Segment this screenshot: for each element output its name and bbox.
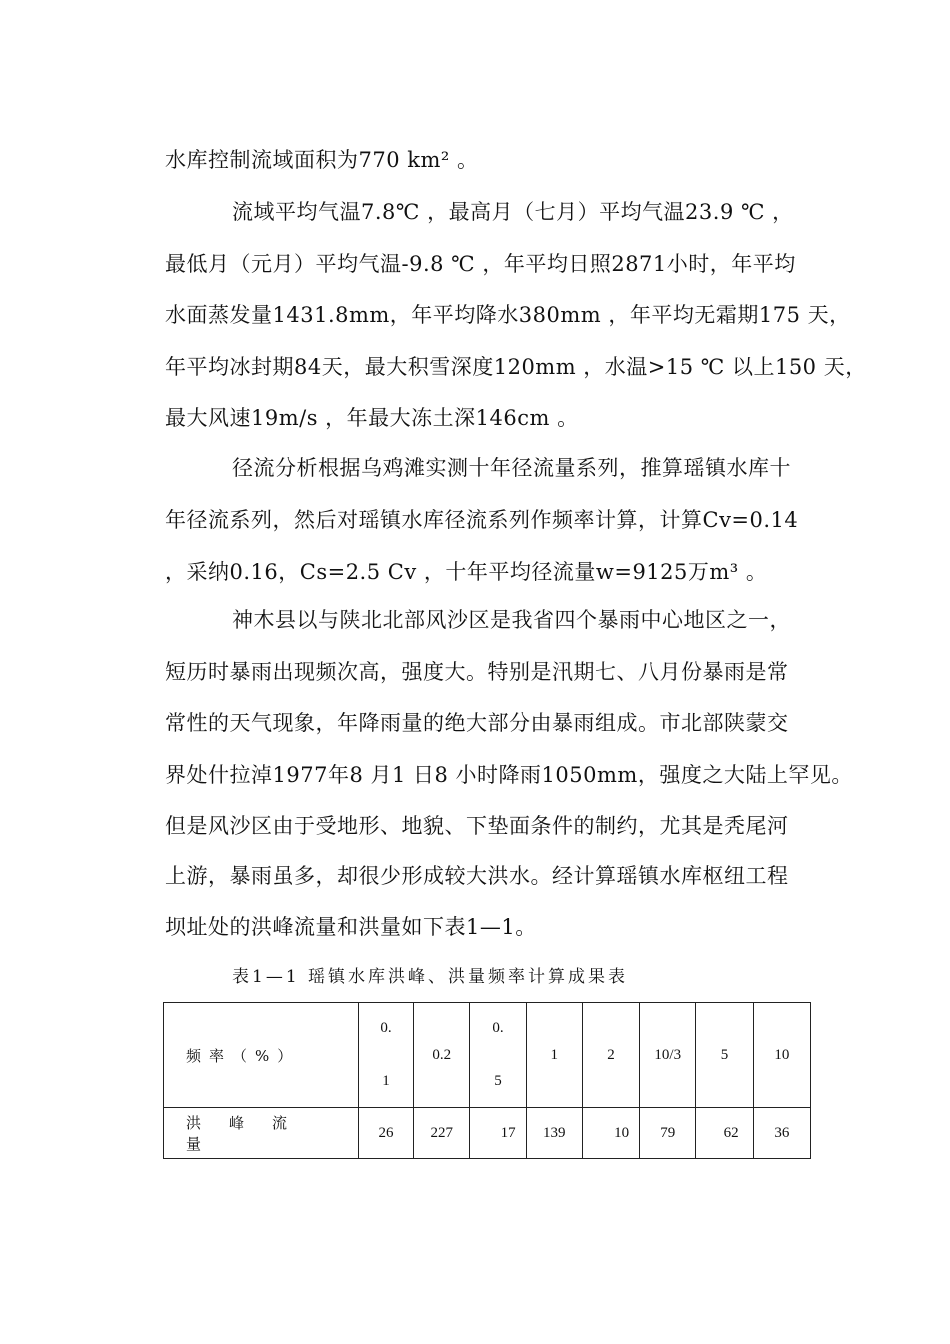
frequency-cell: 5 xyxy=(696,1003,753,1108)
frequency-cell: 2 xyxy=(582,1003,639,1108)
table-header-row xyxy=(164,1003,811,1108)
text-line: 短历时暴雨出现频次高，强度大。特别是汛期七、八月份暴雨是常 xyxy=(165,660,789,684)
table-cell: 227 xyxy=(414,1108,470,1159)
text-line: 年平均冰封期84天，最大积雪深度120mm ，水温>15 ℃ 以上150 天， xyxy=(165,355,867,379)
text-line: 水面蒸发量1431.8mm，年平均降水380mm ，年平均无霜期175 天， xyxy=(165,303,851,327)
table-cell: 79 xyxy=(640,1108,696,1159)
text-line: 坝址处的洪峰流量和洪量如下表1—1。 xyxy=(165,915,537,939)
frequency-cell: 0. 1 xyxy=(358,1003,413,1108)
frequency-cell: 10/3 xyxy=(640,1003,696,1108)
table-caption: 表1—1 瑶镇水库洪峰、洪量频率计算成果表 xyxy=(232,967,629,987)
text-line: 常性的天气现象，年降雨量的绝大部分由暴雨组成。市北部陕蒙交 xyxy=(165,711,789,735)
row-label: 洪峰流量 xyxy=(164,1108,359,1159)
text-line: 上游，暴雨虽多，却很少形成较大洪水。经计算瑶镇水库枢纽工程 xyxy=(165,864,789,888)
table-row xyxy=(164,1108,811,1159)
text-line: 神木县以与陕北北部风沙区是我省四个暴雨中心地区之一， xyxy=(232,608,791,632)
text-line: 水库控制流域面积为770 km² 。 xyxy=(165,148,479,172)
table-cell: 26 xyxy=(358,1108,413,1159)
text-line: 但是风沙区由于受地形、地貌、下垫面条件的制约，尤其是秃尾河 xyxy=(165,814,789,838)
text-line: 最大风速19m/s ，年最大冻土深146cm 。 xyxy=(165,406,579,430)
table-cell: 10 xyxy=(582,1108,639,1159)
table-cell: 17 xyxy=(470,1108,526,1159)
text-line: ，采纳0.16，Cs=2.5 Cv ，十年平均径流量w=9125万m³ 。 xyxy=(165,560,768,584)
table-cell: 36 xyxy=(753,1108,810,1159)
table-cell: 139 xyxy=(526,1108,582,1159)
frequency-label: 频率（%） xyxy=(164,1003,359,1108)
text-line: 径流分析根据乌鸡滩实测十年径流量系列，推算瑶镇水库十 xyxy=(232,456,791,480)
frequency-cell: 0.2 xyxy=(414,1003,470,1108)
frequency-table xyxy=(163,1002,811,1159)
frequency-cell: 10 xyxy=(753,1003,810,1108)
frequency-cell: 1 xyxy=(526,1003,582,1108)
text-line: 流域平均气温7.8℃ ，最高月（七月）平均气温23.9 ℃ ， xyxy=(232,200,794,224)
text-line: 年径流系列，然后对瑶镇水库径流系列作频率计算，计算Cv=0.14 xyxy=(165,508,799,532)
text-line: 界处什拉淖1977年8 月1 日8 小时降雨1050mm，强度之大陆上罕见。 xyxy=(165,763,853,787)
frequency-cell: 0. 5 xyxy=(470,1003,526,1108)
table-cell: 62 xyxy=(696,1108,753,1159)
text-line: 最低月（元月）平均气温-9.8 ℃ ，年平均日照2871小时，年平均 xyxy=(165,252,796,276)
